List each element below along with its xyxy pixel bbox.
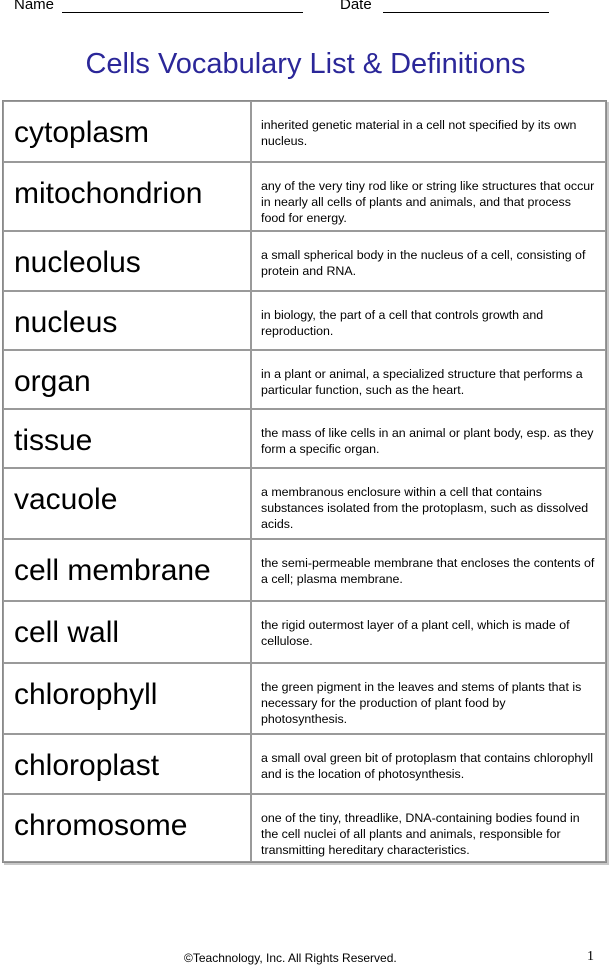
date-blank-line[interactable] xyxy=(383,12,549,13)
table-row xyxy=(3,291,606,350)
vocabulary-table xyxy=(2,100,607,863)
table-row xyxy=(3,663,606,734)
table-row xyxy=(3,601,606,663)
vocab-definition: the mass of like cells in an animal or plant body, esp. as they form a specific organ. xyxy=(251,409,606,468)
header-line xyxy=(0,0,611,16)
vocab-definition: the green pigment in the leaves and stems of plants that is necessary for the production of plant food by photosynthesis. xyxy=(251,663,606,734)
vocab-definition: inherited genetic material in a cell not specified by its own nucleus. xyxy=(251,101,606,162)
table-row xyxy=(3,231,606,291)
name-label: Name xyxy=(14,0,55,13)
vocab-term: cytoplasm xyxy=(3,101,251,162)
vocab-definition: in a plant or animal, a specialized structure that performs a particular function, such as the heart. xyxy=(251,350,606,409)
vocab-term: tissue xyxy=(3,409,251,468)
page-number: 1 xyxy=(587,949,594,964)
copyright-notice: ©Teachnology, Inc. All Rights Reserved. xyxy=(184,951,397,965)
vocab-term: organ xyxy=(3,350,251,409)
vocab-term: cell wall xyxy=(3,601,251,663)
table-row xyxy=(3,162,606,231)
footer xyxy=(0,951,611,969)
vocab-definition: a membranous enclosure within a cell that contains substances isolated from the protoplasm, such as dissolved acids. xyxy=(251,468,606,539)
vocab-definition: a small oval green bit of protoplasm that contains chlorophyll and is the location of photosynthesis. xyxy=(251,734,606,794)
vocab-term: cell membrane xyxy=(3,539,251,601)
vocab-term: mitochondrion xyxy=(3,162,251,231)
table-row xyxy=(3,409,606,468)
vocab-term: nucleus xyxy=(3,291,251,350)
vocab-definition: any of the very tiny rod like or string like structures that occur in nearly all cells of plants and animals, and that process food for energy. xyxy=(251,162,606,231)
vocab-definition: in biology, the part of a cell that controls growth and reproduction. xyxy=(251,291,606,350)
table-row xyxy=(3,350,606,409)
table-row xyxy=(3,794,606,862)
vocab-term: chlorophyll xyxy=(3,663,251,734)
table-row xyxy=(3,539,606,601)
vocab-definition: one of the tiny, threadlike, DNA-containing bodies found in the cell nuclei of all plants and animals, responsible for transmitting hereditary characteristics. xyxy=(251,794,606,862)
vocab-definition: the semi-permeable membrane that encloses the contents of a cell; plasma membrane. xyxy=(251,539,606,601)
vocab-term: nucleolus xyxy=(3,231,251,291)
vocab-definition: a small spherical body in the nucleus of a cell, consisting of protein and RNA. xyxy=(251,231,606,291)
table-row xyxy=(3,468,606,539)
name-blank-line[interactable] xyxy=(62,12,303,13)
vocab-definition: the rigid outermost layer of a plant cell, which is made of cellulose. xyxy=(251,601,606,663)
vocab-term: vacuole xyxy=(3,468,251,539)
vocab-term: chromosome xyxy=(3,794,251,862)
table-row xyxy=(3,734,606,794)
page-title: Cells Vocabulary List & Definitions xyxy=(85,48,526,80)
date-label: Date xyxy=(340,0,372,13)
vocab-term: chloroplast xyxy=(3,734,251,794)
table-row xyxy=(3,101,606,162)
